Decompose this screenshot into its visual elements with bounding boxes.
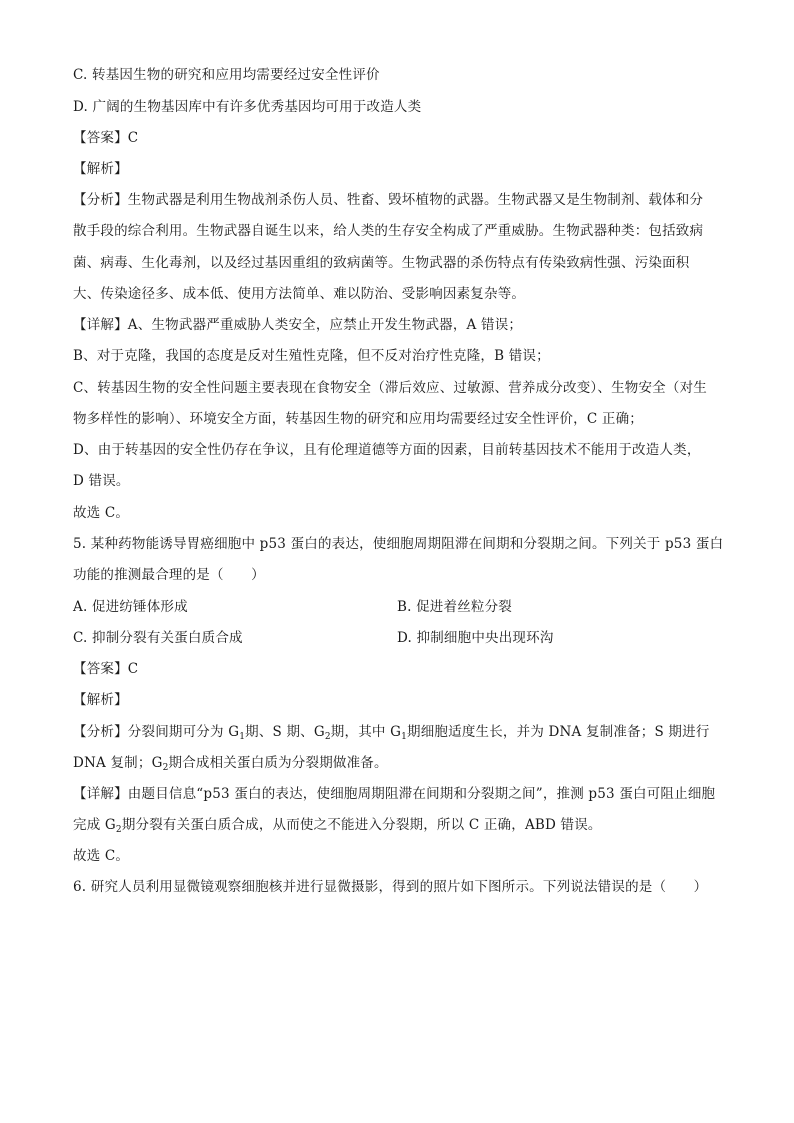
subscript: 2 [162, 763, 169, 773]
analysis-paragraph-line: 散手段的综合利用。生物武器自诞生以来，给人类的生存安全构成了严重威胁。生物武器种类：包括致病 [73, 223, 704, 239]
question-6-stem: 6. 研究人员利用显微镜观察细胞核并进行显微摄影，得到的照片如下图所示。下列说法错误的是（ ） [73, 879, 708, 895]
text-run: 期分裂有关蛋白质合成，从而使之不能进入分裂期，所以 C 正确，ABD 错误。 [121, 817, 602, 833]
option-c-previous-question: C. 转基因生物的研究和应用均需要经过安全性评价 [73, 67, 380, 83]
analysis-paragraph-line: 【分析】生物武器是利用生物战剂杀伤人员、牲畜、毁坏植物的武器。生物武器又是生物制剂、载体和分 [73, 192, 704, 208]
analysis-paragraph-line: 大、传染途径多、成本低、使用方法简单、难以防治、受影响因素复杂等。 [73, 286, 526, 302]
explanation-line-cont [73, 815, 602, 835]
text-run: 期、S 期、G [245, 724, 325, 740]
conclusion-line: 故选 C。 [73, 505, 130, 521]
question-5-option-c: C. 抑制分裂有关蛋白质合成 [73, 630, 243, 646]
question-5-option-b: B. 促进着丝粒分裂 [397, 599, 513, 615]
text-run: 期，其中 G [330, 724, 402, 740]
analysis-heading: 【解析】 [73, 161, 128, 177]
analysis-paragraph-line [73, 753, 388, 773]
text-run: 期细胞适度生长，并为 DNA 复制准备；S 期进行 [407, 724, 710, 740]
text-run: 完成 G [73, 817, 116, 833]
analysis-paragraph-line: 菌、病毒、生化毒剂，以及经过基因重组的致病菌等。生物武器的杀伤特点有传染致病性强、污染面积 [73, 255, 690, 271]
analysis-paragraph-line [73, 722, 710, 742]
analysis-heading: 【解析】 [73, 692, 128, 708]
text-run: 期合成相关蛋白质为分裂期做准备。 [168, 755, 388, 771]
answer-label: 【答案】C [73, 130, 139, 146]
subscript: 2 [324, 732, 331, 742]
text-run: 【分析】分裂间期可分为 G [73, 724, 240, 740]
option-d-previous-question: D. 广阔的生物基因库中有许多优秀基因均可用于改造人类 [73, 99, 422, 115]
question-5-stem: 5. 某种药物能诱导胃癌细胞中 p53 蛋白的表达，使细胞周期阻滞在间期和分裂期之间。下列关于 p53 蛋白 [73, 536, 724, 552]
question-5-stem-cont: 功能的推测最合理的是（ ） [73, 567, 265, 583]
explanation-line-b: B、对于克隆，我国的态度是反对生殖性克隆，但不反对治疗性克隆，B 错误； [73, 348, 550, 364]
text-run: DNA 复制；G [73, 755, 163, 771]
subscript: 1 [239, 732, 246, 742]
subscript: 1 [401, 732, 408, 742]
explanation-line-a: 【详解】A、生物武器严重威胁人类安全，应禁止开发生物武器，A 错误； [73, 317, 523, 333]
explanation-line-d: D、由于转基因的安全性仍存在争议，且有伦理道德等方面的因素，目前转基因技术不能用于改造人类， [73, 442, 701, 458]
explanation-line-c-cont: 物多样性的影响）、环境安全方面，转基因生物的研究和应用均需要经过安全性评价，C 正确； [73, 411, 643, 427]
question-5-option-d: D. 抑制细胞中央出现环沟 [397, 630, 554, 646]
question-5-option-a: A. 促进纺锤体形成 [73, 599, 188, 615]
conclusion-line: 故选 C。 [73, 848, 130, 864]
explanation-line-d-cont: D 错误。 [73, 473, 130, 489]
subscript: 2 [115, 825, 122, 835]
answer-label: 【答案】C [73, 661, 139, 677]
explanation-line: 【详解】由题目信息“p53 蛋白的表达，使细胞周期阻滞在间期和分裂期之间”，推测 p53 蛋白可阻止细胞 [73, 786, 716, 802]
explanation-line-c: C、转基因生物的安全性问题主要表现在食物安全（滞后效应、过敏源、营养成分改变）、生物安全（对生 [73, 380, 707, 396]
